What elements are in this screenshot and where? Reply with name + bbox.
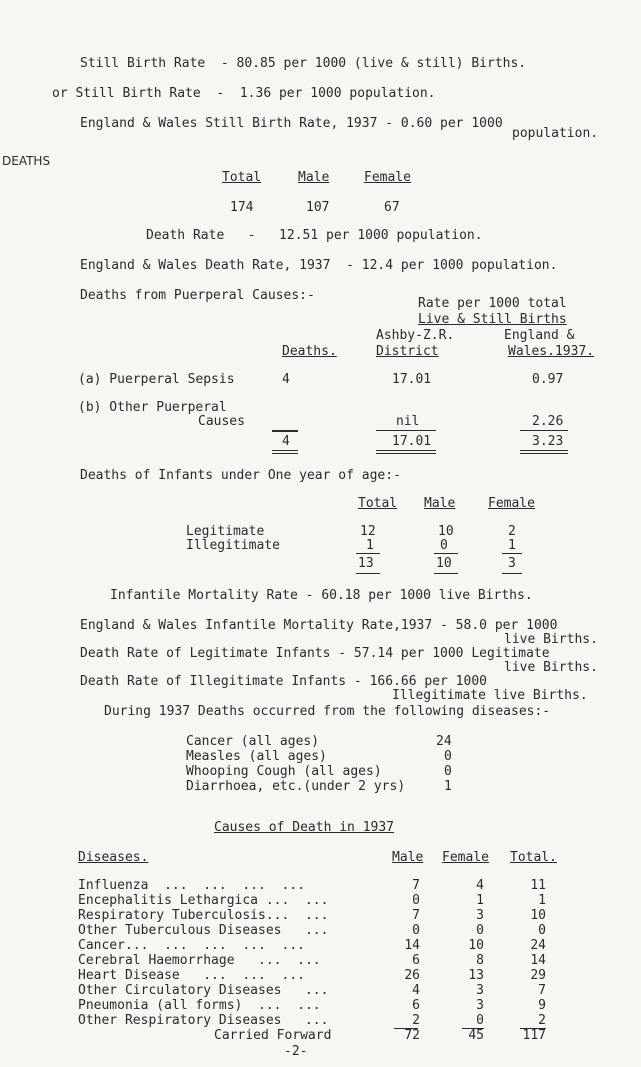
puerperal-row-a-district: 17.01 xyxy=(392,372,432,387)
death-rate-line: Death Rate - 12.51 per 1000 population. xyxy=(146,228,483,243)
cause-row-female: 3 xyxy=(476,998,484,1013)
infants-intro: Deaths of Infants under One year of age:- xyxy=(80,468,401,483)
causes-col-diseases: Diseases. xyxy=(78,850,149,865)
ew-death-rate-line: England & Wales Death Rate, 1937 - 12.4 per 1000 population. xyxy=(80,258,558,273)
puerperal-ew-rule xyxy=(520,430,568,431)
carried-forward-label: Carried Forward xyxy=(214,1028,332,1043)
puerperal-col-ew-1: England & xyxy=(504,328,575,343)
cause-row-name: Cancer... ... ... ... ... xyxy=(78,938,305,953)
disease-list-item: Cancer (all ages) xyxy=(186,734,320,749)
infants-row-male: 0 xyxy=(440,538,448,553)
cause-row-female: 0 xyxy=(476,1013,484,1028)
cause-row-female: 4 xyxy=(476,878,484,893)
puerperal-row-a-ew: 0.97 xyxy=(532,372,564,387)
puerperal-row-b-ew: 2.26 xyxy=(532,414,564,429)
infants-col-total: Total xyxy=(358,496,398,511)
infants-female-rule xyxy=(502,553,522,554)
infants-sum-female: 3 xyxy=(508,556,516,571)
cause-row-male: 26 xyxy=(404,968,420,983)
cause-row-total: 10 xyxy=(530,908,546,923)
cause-row-female: 1 xyxy=(476,893,484,908)
ew-still-birth-rate-line: England & Wales Still Birth Rate, 1937 - 0.60 per 1000 xyxy=(80,116,503,131)
cause-row-name: Influenza ... ... ... ... xyxy=(78,878,305,893)
deaths-male: 107 xyxy=(306,200,330,215)
causes-col-total: Total. xyxy=(510,850,557,865)
cause-row-name: Respiratory Tuberculosis... ... xyxy=(78,908,329,923)
infants-col-male: Male xyxy=(424,496,456,511)
infants-row-total: 12 xyxy=(360,524,376,539)
cause-row-name: Heart Disease ... ... ... xyxy=(78,968,305,983)
puerperal-rate-heading-1: Rate per 1000 total xyxy=(418,296,567,311)
disease-list-count: 0 xyxy=(444,749,452,764)
cause-row-total: 14 xyxy=(530,953,546,968)
carried-forward-male: 72 xyxy=(404,1028,420,1043)
cause-row-name: Pneumonia (all forms) ... ... xyxy=(78,998,321,1013)
infants-male-rule xyxy=(434,553,458,554)
puerperal-row-a-deaths: 4 xyxy=(282,372,290,387)
puerperal-district-double-rule xyxy=(376,450,436,451)
carried-forward-total: 117 xyxy=(522,1028,546,1043)
disease-list-item: Measles (all ages) xyxy=(186,749,327,764)
diseases-intro-line: During 1937 Deaths occurred from the following diseases:- xyxy=(104,704,551,719)
cause-row-name: Other Respiratory Diseases ... xyxy=(78,1013,329,1028)
puerperal-row-b-district: nil xyxy=(396,414,420,429)
cause-row-male: 6 xyxy=(412,998,420,1013)
puerperal-row-a-label: (a) Puerperal Sepsis xyxy=(78,372,235,387)
puerperal-col-district-2: District xyxy=(376,344,439,359)
cause-row-male: 2 xyxy=(412,1013,420,1028)
infants-total-rule xyxy=(356,553,380,554)
deaths-col-total: Total xyxy=(222,170,262,185)
cause-row-total: 29 xyxy=(530,968,546,983)
cause-row-total: 0 xyxy=(538,923,546,938)
infants-col-female: Female xyxy=(488,496,535,511)
cause-row-name: Other Tuberculous Diseases ... xyxy=(78,923,329,938)
cause-row-female: 8 xyxy=(476,953,484,968)
cause-row-female: 3 xyxy=(476,908,484,923)
infant-mortality-rate-line: Infantile Mortality Rate - 60.18 per 1000 live Births. xyxy=(110,588,533,603)
still-birth-rate-population-line: or Still Birth Rate - 1.36 per 1000 population. xyxy=(52,86,436,101)
puerperal-row-b-label-1: (b) Other Puerperal xyxy=(78,400,227,415)
infants-row-label: Legitimate xyxy=(186,524,265,539)
causes-col-male: Male xyxy=(392,850,424,865)
puerperal-total-district: 17.01 xyxy=(392,434,432,449)
infants-row-female: 2 xyxy=(508,524,516,539)
infants-row-total: 1 xyxy=(366,538,374,553)
puerperal-deaths-double-rule xyxy=(272,450,298,451)
puerperal-intro: Deaths from Puerperal Causes:- xyxy=(80,288,315,303)
cause-row-male: 14 xyxy=(404,938,420,953)
deaths-heading: DEATHS xyxy=(2,154,51,168)
cause-row-total: 24 xyxy=(530,938,546,953)
infants-row-female: 1 xyxy=(508,538,516,553)
infants-row-label: Illegitimate xyxy=(186,538,280,553)
puerperal-total-deaths: 4 xyxy=(282,434,290,449)
carried-forward-female: 45 xyxy=(468,1028,484,1043)
legitimate-rate-line: Death Rate of Legitimate Infants - 57.14 per 1000 Legitimate xyxy=(80,646,550,661)
causes-title: Causes of Death in 1937 xyxy=(214,820,395,835)
deaths-col-male: Male xyxy=(298,170,330,185)
puerperal-ew-double-rule xyxy=(520,450,568,451)
deaths-female: 67 xyxy=(384,200,400,215)
ew-still-birth-rate-line-cont: population. xyxy=(512,126,599,141)
infants-sum-male: 10 xyxy=(436,556,452,571)
disease-list-item: Whooping Cough (all ages) xyxy=(186,764,382,779)
disease-list-count: 24 xyxy=(436,734,452,749)
cause-row-male: 6 xyxy=(412,953,420,968)
deaths-col-female: Female xyxy=(364,170,411,185)
cause-row-name: Cerebral Haemorrhage ... ... xyxy=(78,953,321,968)
cause-row-male: 4 xyxy=(412,983,420,998)
cause-row-name: Encephalitis Lethargica ... ... xyxy=(78,893,329,908)
infants-sum-total: 13 xyxy=(358,556,374,571)
illegitimate-rate-line-cont: Illegitimate live Births. xyxy=(392,688,588,703)
page-number: -2- xyxy=(284,1044,308,1059)
ew-imr-line-cont: live Births. xyxy=(504,632,598,647)
disease-list-count: 1 xyxy=(444,779,452,794)
puerperal-total-ew: 3.23 xyxy=(532,434,564,449)
cause-row-female: 0 xyxy=(476,923,484,938)
cause-row-female: 3 xyxy=(476,983,484,998)
cause-row-male: 7 xyxy=(412,878,420,893)
still-birth-rate-line: Still Birth Rate - 80.85 per 1000 (live & still) Births. xyxy=(80,56,527,71)
cause-row-name: Other Circulatory Diseases ... xyxy=(78,983,329,998)
cause-row-total: 1 xyxy=(538,893,546,908)
cause-row-total: 2 xyxy=(538,1013,546,1028)
cause-row-male: 0 xyxy=(412,893,420,908)
puerperal-deaths-rule xyxy=(272,430,298,432)
puerperal-row-b-label-2: Causes xyxy=(198,414,245,429)
legitimate-rate-line-cont: live Births. xyxy=(504,660,598,675)
cause-row-total: 11 xyxy=(530,878,546,893)
illegitimate-rate-line: Death Rate of Illegitimate Infants - 166.66 per 1000 xyxy=(80,674,487,689)
puerperal-rate-heading-2: Live & Still Births xyxy=(418,312,567,327)
causes-col-female: Female xyxy=(442,850,489,865)
cause-row-total: 7 xyxy=(538,983,546,998)
cause-row-male: 7 xyxy=(412,908,420,923)
cause-row-female: 13 xyxy=(468,968,484,983)
cause-row-total: 9 xyxy=(538,998,546,1013)
puerperal-col-deaths: Deaths. xyxy=(282,344,337,359)
puerperal-col-ew-2: Wales.1937. xyxy=(508,344,595,359)
deaths-total: 174 xyxy=(230,200,254,215)
puerperal-col-district-1: Ashby-Z.R. xyxy=(376,328,455,343)
cause-row-female: 10 xyxy=(468,938,484,953)
puerperal-district-rule xyxy=(376,430,436,431)
disease-list-count: 0 xyxy=(444,764,452,779)
infants-row-male: 10 xyxy=(438,524,454,539)
disease-list-item: Diarrhoea, etc.(under 2 yrs) xyxy=(186,779,406,794)
ew-imr-line: England & Wales Infantile Mortality Rate,1937 - 58.0 per 1000 xyxy=(80,618,558,633)
cause-row-male: 0 xyxy=(412,923,420,938)
